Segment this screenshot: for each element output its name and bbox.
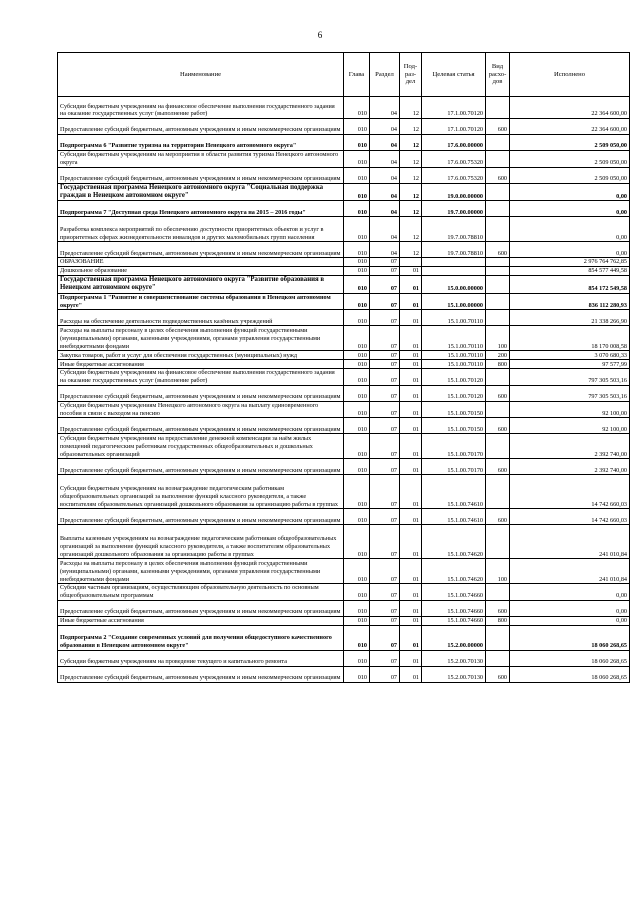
row-executed-amount: 14 742 660,03 — [510, 475, 630, 509]
row-expense-type — [486, 97, 510, 119]
table-row — [58, 650, 630, 666]
table-row — [58, 509, 630, 525]
row-subsection: 01 — [400, 559, 422, 584]
row-executed-amount: 241 010,84 — [510, 525, 630, 559]
row-section: 07 — [370, 666, 400, 682]
table-row — [58, 293, 630, 310]
table-row — [58, 434, 630, 459]
row-section: 07 — [370, 475, 400, 509]
row-name: Разработка комплекса мероприятий по обеспечению доступности приоритетных объектов и услуг в приоритетных сферах жизнедеятельности инвалидов и других маломобильных групп населения — [58, 217, 344, 242]
budget-execution-table — [57, 52, 630, 683]
row-name: Предоставление субсидий бюджетным, автономным учреждениям и иным некоммерческим организациям — [58, 509, 344, 525]
row-subsection: 01 — [400, 650, 422, 666]
row-subsection: 12 — [400, 167, 422, 183]
row-chapter: 010 — [344, 135, 370, 151]
table-row — [58, 267, 630, 276]
row-name: Субсидии бюджетным учреждениям на финансовое обеспечение выполнения государственного задания на оказание государственных услуг (выполнение работ) — [58, 97, 344, 119]
row-chapter: 010 — [344, 369, 370, 386]
row-expense-type — [486, 201, 510, 217]
row-chapter: 010 — [344, 201, 370, 217]
row-target-article: 15.1.00.70150 — [422, 401, 486, 418]
row-target-article: 15.1.00.74610 — [422, 475, 486, 509]
row-target-article: 15.1.00.74620 — [422, 525, 486, 559]
row-expense-type: 600 — [486, 119, 510, 135]
row-chapter: 010 — [344, 401, 370, 418]
row-subsection: 01 — [400, 584, 422, 601]
row-chapter: 010 — [344, 584, 370, 601]
row-name: Субсидии бюджетным учреждениям на мероприятия в области развития туризма Ненецкого автономного округа — [58, 151, 344, 168]
row-section: 07 — [370, 351, 400, 360]
row-expense-type — [486, 369, 510, 386]
row-expense-type: 200 — [486, 351, 510, 360]
table-row — [58, 625, 630, 650]
row-section: 07 — [370, 360, 400, 369]
row-chapter: 010 — [344, 326, 370, 351]
table-row — [58, 616, 630, 625]
row-target-article: 15.1.00.74660 — [422, 600, 486, 616]
row-target-article: 15.1.00.70120 — [422, 385, 486, 401]
row-section: 07 — [370, 385, 400, 401]
row-chapter: 010 — [344, 151, 370, 168]
row-subsection: 01 — [400, 275, 422, 293]
row-expense-type: 100 — [486, 559, 510, 584]
row-subsection: 01 — [400, 351, 422, 360]
row-section: 04 — [370, 97, 400, 119]
row-target-article: 19.7.00.00000 — [422, 201, 486, 217]
table-row — [58, 475, 630, 509]
row-section: 04 — [370, 201, 400, 217]
row-expense-type — [486, 293, 510, 310]
row-chapter: 010 — [344, 385, 370, 401]
table-row — [58, 385, 630, 401]
row-executed-amount: 854 577 449,58 — [510, 267, 630, 276]
row-executed-amount: 3 070 680,33 — [510, 351, 630, 360]
row-subsection — [400, 258, 422, 267]
row-chapter: 010 — [344, 475, 370, 509]
row-executed-amount: 92 100,00 — [510, 401, 630, 418]
row-chapter: 010 — [344, 217, 370, 242]
header-subsection: Под- раз- дел — [400, 53, 422, 97]
row-name: Государственная программа Ненецкого автономного округа "Развитие образования в Ненецком автономном округе" — [58, 275, 344, 293]
row-chapter: 010 — [344, 293, 370, 310]
row-name: Субсидии частным организациям, осуществляющим образовательную деятельность по основным общеобразовательным программам — [58, 584, 344, 601]
header-name: Наименование — [58, 53, 344, 97]
row-expense-type — [486, 584, 510, 601]
row-subsection: 01 — [400, 310, 422, 326]
row-expense-type — [486, 434, 510, 459]
row-target-article: 15.1.00.74620 — [422, 559, 486, 584]
table-row — [58, 217, 630, 242]
row-expense-type — [486, 135, 510, 151]
row-section: 07 — [370, 275, 400, 293]
table-row — [58, 369, 630, 386]
row-subsection: 12 — [400, 135, 422, 151]
table-row — [58, 351, 630, 360]
row-target-article: 19.0.00.00000 — [422, 183, 486, 201]
header-chapter: Глава — [344, 53, 370, 97]
row-target-article: 15.1.00.70110 — [422, 310, 486, 326]
row-executed-amount: 2 392 740,00 — [510, 434, 630, 459]
row-section: 07 — [370, 650, 400, 666]
row-chapter: 010 — [344, 525, 370, 559]
row-target-article: 15.1.00.74610 — [422, 509, 486, 525]
row-section: 04 — [370, 151, 400, 168]
row-name: Субсидии бюджетным учреждениям на предоставление денежной компенсации за наём жилых помещений педагогическим работникам государственных общеобразовательных и дошкольных образовательных организаций — [58, 434, 344, 459]
header-executed: Исполнено — [510, 53, 630, 97]
row-name: Предоставление субсидий бюджетным, автономным учреждениям и иным некоммерческим организациям — [58, 666, 344, 682]
table-row — [58, 666, 630, 682]
row-executed-amount: 2 509 050,00 — [510, 167, 630, 183]
row-executed-amount: 18 170 008,58 — [510, 326, 630, 351]
row-executed-amount: 18 060 268,65 — [510, 625, 630, 650]
row-executed-amount: 0,00 — [510, 201, 630, 217]
row-expense-type: 600 — [486, 385, 510, 401]
row-expense-type: 100 — [486, 326, 510, 351]
row-executed-amount: 0,00 — [510, 584, 630, 601]
table-row — [58, 151, 630, 168]
row-expense-type — [486, 525, 510, 559]
row-executed-amount: 22 364 600,00 — [510, 119, 630, 135]
row-expense-type — [486, 401, 510, 418]
row-executed-amount: 0,00 — [510, 183, 630, 201]
row-name: Субсидии бюджетным учреждениям на проведение текущего и капитального ремонта — [58, 650, 344, 666]
row-expense-type — [486, 475, 510, 509]
row-name: Закупка товаров, работ и услуг для обеспечения государственных (муниципальных) нужд — [58, 351, 344, 360]
row-section: 07 — [370, 258, 400, 267]
row-executed-amount: 2 976 764 762,85 — [510, 258, 630, 267]
row-name: Государственная программа Ненецкого автономного округа "Социальная поддержка граждан в Ненецком автономном округе" — [58, 183, 344, 201]
table-body — [58, 97, 630, 683]
header-target-article: Целевая статья — [422, 53, 486, 97]
row-chapter: 010 — [344, 242, 370, 258]
row-subsection: 12 — [400, 217, 422, 242]
row-name: Субсидии бюджетным учреждениям Ненецкого автономного округа на выплату единовременного пособия в связи с выходом на пенсию — [58, 401, 344, 418]
row-executed-amount: 0,00 — [510, 217, 630, 242]
row-chapter: 010 — [344, 267, 370, 276]
row-target-article: 15.1.00.70170 — [422, 434, 486, 459]
table-row — [58, 600, 630, 616]
row-name: Предоставление субсидий бюджетным, автономным учреждениям и иным некоммерческим организациям — [58, 600, 344, 616]
table-row — [58, 326, 630, 351]
row-section: 07 — [370, 509, 400, 525]
row-expense-type: 600 — [486, 418, 510, 434]
row-chapter: 010 — [344, 258, 370, 267]
row-executed-amount: 97 577,99 — [510, 360, 630, 369]
row-name: Расходы на выплаты персоналу в целях обеспечения выполнения функций государственными (муниципальными) органами, казенными учреждениями, органами управления государственными внебюджетными фондами — [58, 559, 344, 584]
table-row — [58, 459, 630, 475]
row-target-article: 15.1.00.74660 — [422, 616, 486, 625]
table-row — [58, 135, 630, 151]
row-subsection: 01 — [400, 326, 422, 351]
row-name: Предоставление субсидий бюджетным, автономным учреждениям и иным некоммерческим организациям — [58, 242, 344, 258]
row-executed-amount: 92 100,00 — [510, 418, 630, 434]
row-name: Расходы на выплаты персоналу в целях обеспечения выполнения функций государственными (муниципальными) органами, казенными учреждениями, органами управления государственными внебюджетными фондами — [58, 326, 344, 351]
row-expense-type — [486, 625, 510, 650]
row-section: 07 — [370, 401, 400, 418]
row-subsection: 01 — [400, 616, 422, 625]
row-chapter: 010 — [344, 459, 370, 475]
row-section: 04 — [370, 135, 400, 151]
row-chapter: 010 — [344, 559, 370, 584]
row-executed-amount: 836 112 280,93 — [510, 293, 630, 310]
row-expense-type — [486, 650, 510, 666]
row-subsection: 01 — [400, 385, 422, 401]
row-section: 04 — [370, 183, 400, 201]
row-subsection: 01 — [400, 666, 422, 682]
row-expense-type: 600 — [486, 509, 510, 525]
row-subsection: 12 — [400, 97, 422, 119]
row-executed-amount: 241 010,84 — [510, 559, 630, 584]
row-name: Предоставление субсидий бюджетным, автономным учреждениям и иным некоммерческим организациям — [58, 167, 344, 183]
row-executed-amount: 2 509 050,00 — [510, 135, 630, 151]
row-expense-type — [486, 275, 510, 293]
row-target-article: 17.6.00.00000 — [422, 135, 486, 151]
row-chapter: 010 — [344, 666, 370, 682]
row-executed-amount: 22 364 600,00 — [510, 97, 630, 119]
row-expense-type — [486, 258, 510, 267]
row-chapter: 010 — [344, 625, 370, 650]
row-target-article: 19.7.00.78810 — [422, 242, 486, 258]
table-row — [58, 559, 630, 584]
header-expense-type: Вид расхо- дов — [486, 53, 510, 97]
row-executed-amount: 797 305 503,16 — [510, 385, 630, 401]
row-name: Предоставление субсидий бюджетным, автономным учреждениям и иным некоммерческим организациям — [58, 119, 344, 135]
row-name: Субсидии бюджетным учреждениям на вознаграждение педагогическим работникам общеобразовательных организаций за выполнение функций классного руководителя, а также воспитателям образовательных организаций дошкольного образования за организацию работы в группах — [58, 475, 344, 509]
row-chapter: 010 — [344, 509, 370, 525]
row-subsection: 01 — [400, 434, 422, 459]
row-expense-type: 800 — [486, 360, 510, 369]
row-executed-amount: 2 392 740,00 — [510, 459, 630, 475]
row-subsection: 12 — [400, 119, 422, 135]
table-row — [58, 119, 630, 135]
row-target-article: 19.7.00.78810 — [422, 217, 486, 242]
row-name: Расходы на обеспечение деятельности подведомственных казённых учреждений — [58, 310, 344, 326]
table-row — [58, 360, 630, 369]
header-section: Раздел — [370, 53, 400, 97]
table-row — [58, 201, 630, 217]
row-subsection: 12 — [400, 151, 422, 168]
row-executed-amount: 18 060 268,65 — [510, 650, 630, 666]
row-target-article: 17.1.00.70120 — [422, 97, 486, 119]
row-target-article: 15.2.00.00000 — [422, 625, 486, 650]
row-executed-amount: 0,00 — [510, 600, 630, 616]
row-executed-amount: 854 172 549,58 — [510, 275, 630, 293]
row-subsection: 01 — [400, 600, 422, 616]
row-expense-type — [486, 267, 510, 276]
row-executed-amount: 2 509 050,00 — [510, 151, 630, 168]
row-name: Подпрограмма 6 "Развитие туризма на территории Ненецкого автономного округа" — [58, 135, 344, 151]
row-expense-type — [486, 151, 510, 168]
table-row — [58, 401, 630, 418]
row-section: 07 — [370, 310, 400, 326]
row-name: Предоставление субсидий бюджетным, автономным учреждениям и иным некоммерческим организациям — [58, 459, 344, 475]
row-subsection: 01 — [400, 459, 422, 475]
row-name: Подпрограмма 2 "Создание современных условий для получения общедоступного качественного образования в Ненецком автономном округе" — [58, 625, 344, 650]
row-chapter: 010 — [344, 650, 370, 666]
row-subsection: 01 — [400, 509, 422, 525]
row-section: 07 — [370, 434, 400, 459]
row-section: 04 — [370, 167, 400, 183]
row-subsection: 01 — [400, 475, 422, 509]
row-section: 04 — [370, 242, 400, 258]
row-name: Иные бюджетные ассигнования — [58, 616, 344, 625]
table-header-row — [58, 53, 630, 97]
table-row — [58, 97, 630, 119]
row-target-article: 15.2.00.70130 — [422, 650, 486, 666]
row-name: Дошкольное образование — [58, 267, 344, 276]
row-section: 07 — [370, 293, 400, 310]
row-chapter: 010 — [344, 167, 370, 183]
row-executed-amount: 14 742 660,03 — [510, 509, 630, 525]
row-section: 07 — [370, 369, 400, 386]
row-target-article: 15.1.00.00000 — [422, 293, 486, 310]
row-subsection: 12 — [400, 242, 422, 258]
table-row — [58, 310, 630, 326]
row-target-article: 15.1.00.70110 — [422, 326, 486, 351]
row-executed-amount: 0,00 — [510, 242, 630, 258]
row-subsection: 01 — [400, 369, 422, 386]
row-expense-type: 600 — [486, 167, 510, 183]
table-row — [58, 167, 630, 183]
row-chapter: 010 — [344, 360, 370, 369]
row-section: 04 — [370, 217, 400, 242]
row-subsection: 12 — [400, 183, 422, 201]
row-chapter: 010 — [344, 418, 370, 434]
page-number: 6 — [317, 30, 323, 40]
row-name: Выплаты казенным учреждениям на вознаграждение педагогическим работникам общеобразовательных организаций за выполнение функций классного руководителя, а также воспитателям образовательных организаций дошкольного образования за организацию работы в группах — [58, 525, 344, 559]
row-name: Иные бюджетные ассигнования — [58, 360, 344, 369]
row-name: ОБРАЗОВАНИЕ — [58, 258, 344, 267]
row-section: 07 — [370, 559, 400, 584]
row-expense-type: 600 — [486, 242, 510, 258]
row-target-article: 15.1.00.70170 — [422, 459, 486, 475]
row-expense-type — [486, 183, 510, 201]
row-section: 07 — [370, 525, 400, 559]
row-section: 07 — [370, 625, 400, 650]
row-subsection: 01 — [400, 293, 422, 310]
row-target-article: 17.1.00.70120 — [422, 119, 486, 135]
row-executed-amount: 0,00 — [510, 616, 630, 625]
row-target-article: 15.1.00.74660 — [422, 584, 486, 601]
row-chapter: 010 — [344, 97, 370, 119]
row-subsection: 01 — [400, 267, 422, 276]
row-chapter: 010 — [344, 310, 370, 326]
table-row — [58, 183, 630, 201]
row-name: Субсидии бюджетным учреждениям на финансовое обеспечение выполнения государственного задания на оказание государственных услуг (выполнение работ) — [58, 369, 344, 386]
row-chapter: 010 — [344, 351, 370, 360]
row-target-article: 17.6.00.75320 — [422, 151, 486, 168]
row-subsection: 01 — [400, 625, 422, 650]
row-expense-type: 600 — [486, 600, 510, 616]
row-target-article: 15.1.00.70150 — [422, 418, 486, 434]
row-name: Предоставление субсидий бюджетным, автономным учреждениям и иным некоммерческим организациям — [58, 385, 344, 401]
row-target-article: 15.1.00.70110 — [422, 360, 486, 369]
row-section: 07 — [370, 616, 400, 625]
row-name: Подпрограмма 1 "Развитие и совершенствование системы образования в Ненецком автономном округе" — [58, 293, 344, 310]
table-row — [58, 525, 630, 559]
row-expense-type — [486, 310, 510, 326]
table-row — [58, 584, 630, 601]
row-subsection: 01 — [400, 401, 422, 418]
row-subsection: 01 — [400, 418, 422, 434]
row-subsection: 01 — [400, 525, 422, 559]
row-executed-amount: 797 305 503,16 — [510, 369, 630, 386]
row-target-article: 17.6.00.75320 — [422, 167, 486, 183]
row-section: 07 — [370, 418, 400, 434]
row-chapter: 010 — [344, 616, 370, 625]
row-executed-amount: 21 338 266,90 — [510, 310, 630, 326]
row-chapter: 010 — [344, 434, 370, 459]
row-target-article — [422, 267, 486, 276]
row-section: 07 — [370, 326, 400, 351]
row-expense-type: 600 — [486, 459, 510, 475]
row-executed-amount: 18 060 268,65 — [510, 666, 630, 682]
row-name: Подпрограмма 7 "Доступная среда Ненецкого автономного округа на 2015 – 2016 годы" — [58, 201, 344, 217]
row-target-article: 15.1.00.70120 — [422, 369, 486, 386]
row-chapter: 010 — [344, 600, 370, 616]
row-section: 07 — [370, 584, 400, 601]
row-section: 07 — [370, 600, 400, 616]
row-name: Предоставление субсидий бюджетным, автономным учреждениям и иным некоммерческим организациям — [58, 418, 344, 434]
row-target-article: 15.2.00.70130 — [422, 666, 486, 682]
row-subsection: 12 — [400, 201, 422, 217]
row-target-article — [422, 258, 486, 267]
table-row — [58, 258, 630, 267]
row-expense-type: 800 — [486, 616, 510, 625]
row-chapter: 010 — [344, 119, 370, 135]
table-row — [58, 418, 630, 434]
row-section: 07 — [370, 267, 400, 276]
row-chapter: 010 — [344, 275, 370, 293]
table-row — [58, 242, 630, 258]
row-expense-type — [486, 217, 510, 242]
row-expense-type: 600 — [486, 666, 510, 682]
table-row — [58, 275, 630, 293]
row-subsection: 01 — [400, 360, 422, 369]
row-target-article: 15.0.00.00000 — [422, 275, 486, 293]
row-section: 04 — [370, 119, 400, 135]
row-target-article: 15.1.00.70110 — [422, 351, 486, 360]
row-chapter: 010 — [344, 183, 370, 201]
row-section: 07 — [370, 459, 400, 475]
